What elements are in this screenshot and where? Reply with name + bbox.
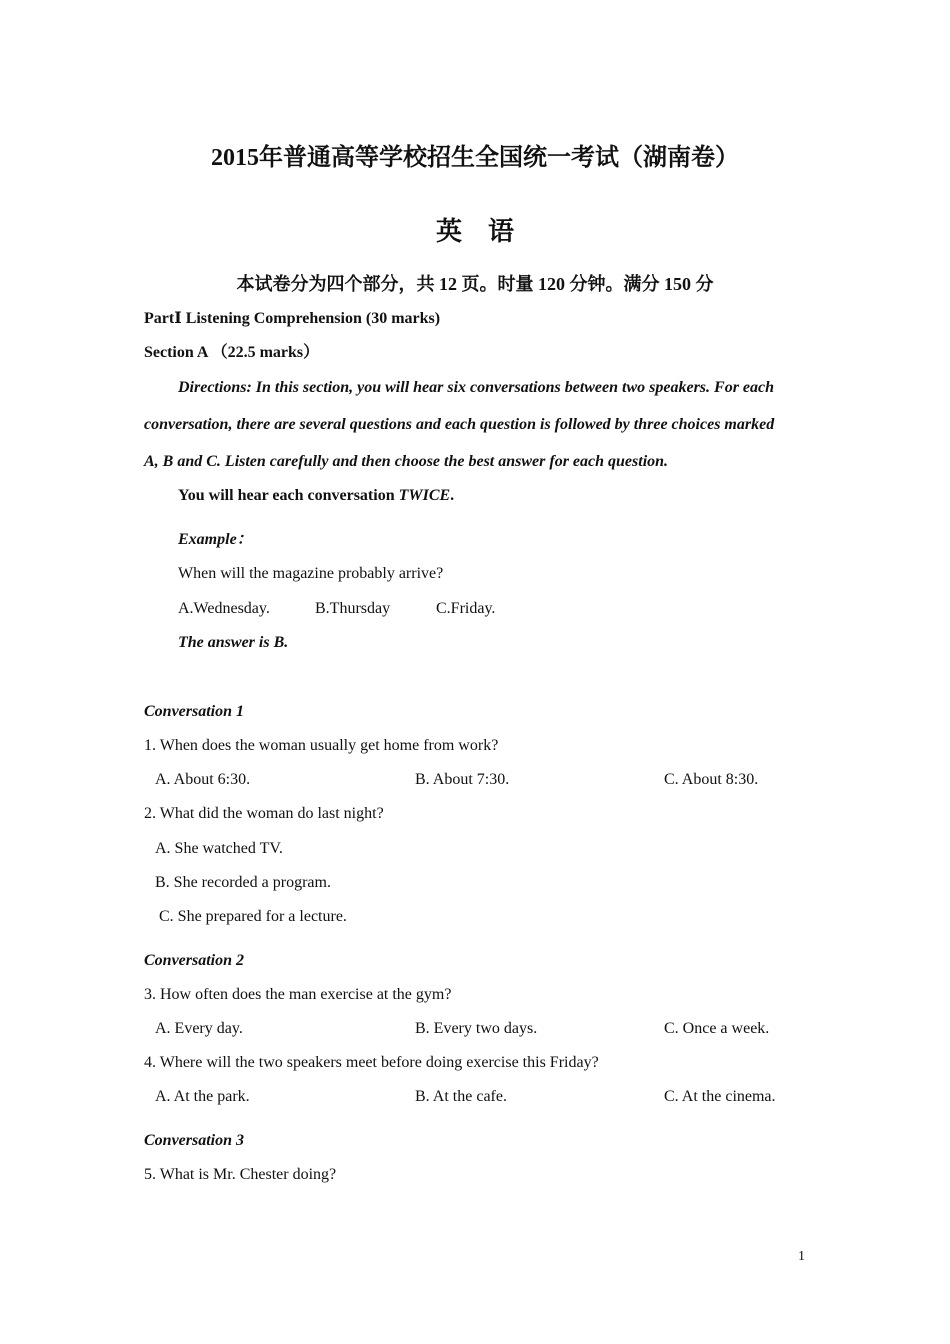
directions-line-1: Directions: In this section, you will hear six conversations between two speakers. For each [178, 379, 775, 396]
q3-option-a: A. Every day. [155, 1020, 243, 1037]
example-question: When will the magazine probably arrive? [178, 565, 444, 582]
section-a-heading: Section A （22.5 marks） [144, 344, 320, 361]
page-number: 1 [798, 1249, 805, 1264]
question-1: 1. When does the woman usually get home from work? [144, 737, 499, 754]
q3-option-b: B. Every two days. [415, 1020, 538, 1037]
example-answer: The answer is B. [178, 634, 289, 651]
example-option-c: C.Friday. [436, 600, 496, 617]
exam-title: 2015年普通高等学校招生全国统一考试（湖南卷） [211, 145, 739, 171]
question-4: 4. Where will the two speakers meet before doing exercise this Friday? [144, 1054, 599, 1071]
question-5: 5. What is Mr. Chester doing? [144, 1166, 337, 1183]
conversation-3-title: Conversation 3 [144, 1132, 245, 1149]
twice-suffix: . [450, 487, 455, 504]
example-option-a: A.Wednesday. [178, 600, 270, 617]
paper-info: 本试卷分为四个部分，共 12 页。时量 120 分钟。满分 150 分 [236, 274, 714, 294]
q2-option-c: C. She prepared for a lecture. [159, 908, 347, 925]
q1-option-a: A. About 6:30. [155, 771, 251, 788]
q4-option-b: B. At the cafe. [415, 1088, 507, 1105]
conversation-1-title: Conversation 1 [144, 703, 245, 720]
q1-option-c: C. About 8:30. [664, 771, 759, 788]
twice-prefix: You will hear each conversation [178, 487, 399, 504]
part-heading: PartⅠ Listening Comprehension (30 marks) [144, 310, 441, 327]
twice-note [178, 486, 454, 506]
q2-option-b: B. She recorded a program. [155, 874, 331, 891]
subject-title: 英 语 [435, 217, 514, 246]
twice-word: TWICE [398, 487, 451, 504]
conversation-2-title: Conversation 2 [144, 952, 245, 969]
q4-option-a: A. At the park. [155, 1088, 250, 1105]
q4-option-c: C. At the cinema. [664, 1088, 776, 1105]
q3-option-c: C. Once a week. [664, 1020, 770, 1037]
directions-line-3: A, B and C. Listen carefully and then choose the best answer for each question. [144, 453, 669, 470]
example-option-b: B.Thursday [315, 600, 391, 617]
directions-line-2: conversation, there are several questions and each question is followed by three choices marked [144, 416, 775, 433]
question-2: 2. What did the woman do last night? [144, 805, 384, 822]
example-label: Example： [178, 531, 253, 548]
q2-option-a: A. She watched TV. [155, 840, 283, 857]
q1-option-b: B. About 7:30. [415, 771, 510, 788]
question-3: 3. How often does the man exercise at the gym? [144, 986, 452, 1003]
